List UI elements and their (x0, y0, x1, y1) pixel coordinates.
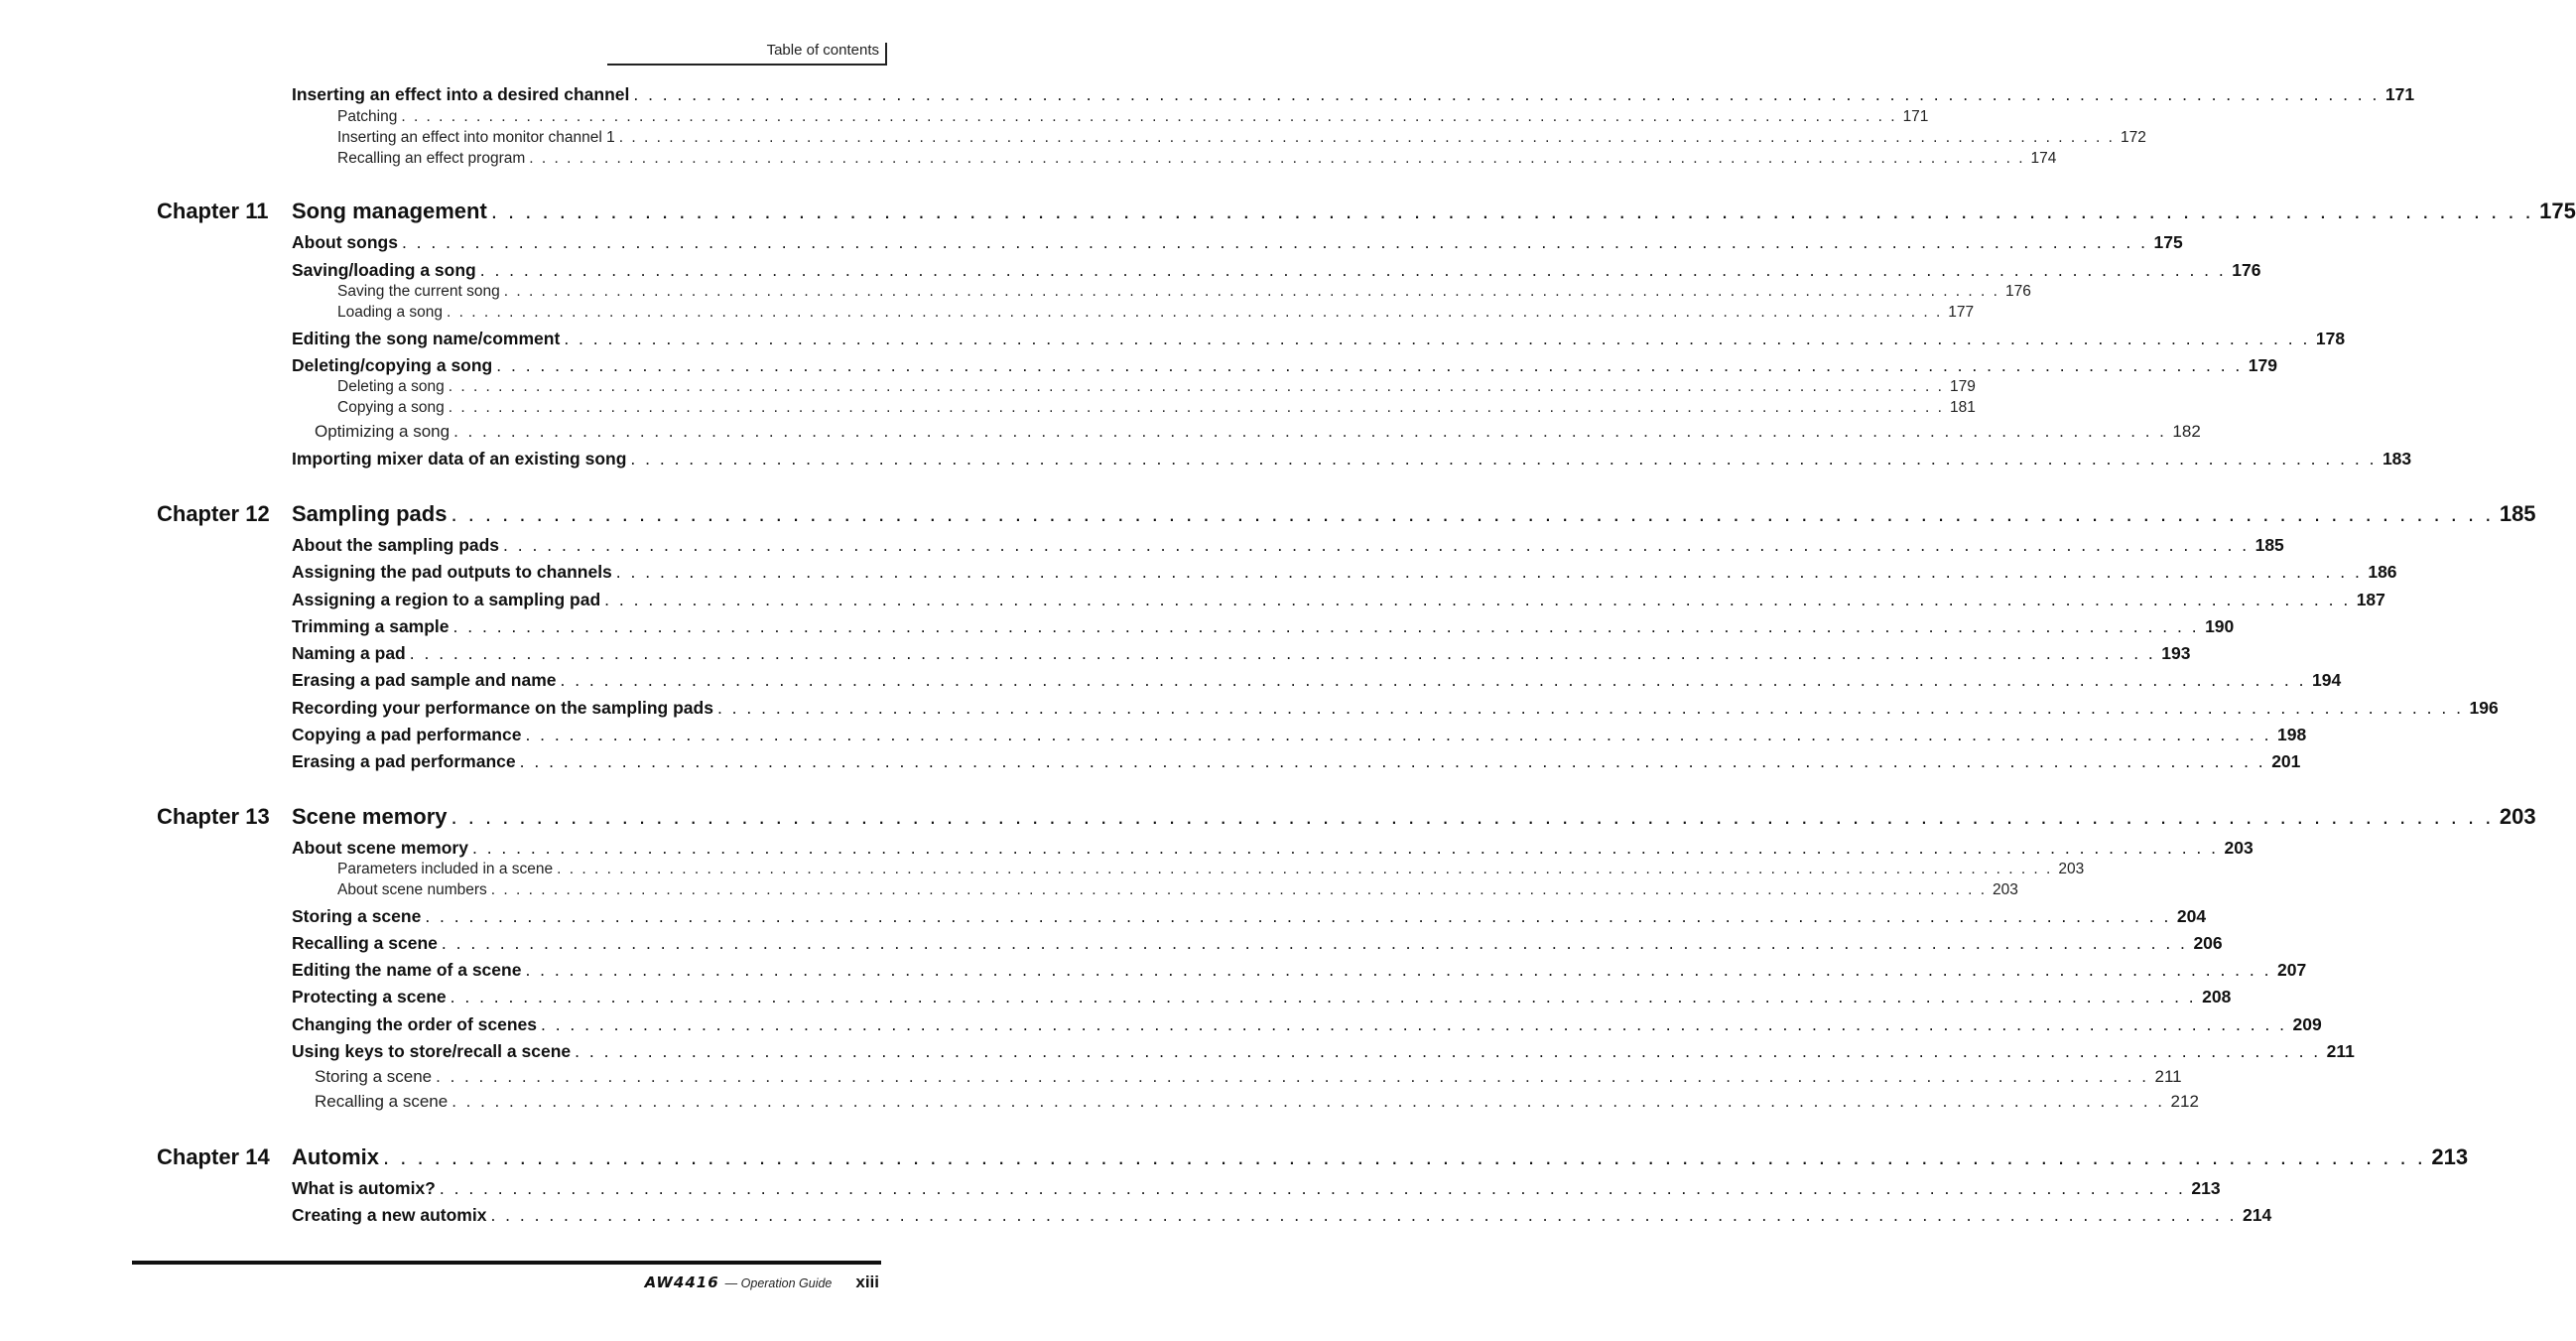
toc-entry-page: 179 (1949, 378, 1976, 395)
dot-leader: . . . . . . . . . . . . . . . . . . . . . . . . . . . . . . . . . . . . . . . . . . . . . . . . . . . . . . . . . . . . . . . . . . . . . . . . . . . . . . . . . . . . . . . . . . . . . . . . . . . . . . . . . . . . . . . . . . . . . . . . (451, 804, 2494, 829)
page-number: xiii (855, 1273, 879, 1291)
toc-entry-page: 214 (2242, 1205, 2272, 1225)
chapter-number: Chapter 11 (157, 199, 269, 223)
dot-leader: . . . . . . . . . . . . . . . . . . . . . . . . . . . . . . . . . . . . . . . . . . . . . . . . . . . . . . . . . . . . . . . . . . . . . . . . . . . . . . . . . . . . . . . . . . . . . . . . . . . . . . . . . . . . . . . . . . . . . . . . (447, 304, 1943, 321)
toc-entry[interactable] (292, 698, 2499, 719)
dot-leader: . . . . . . . . . . . . . . . . . . . . . . . . . . . . . . . . . . . . . . . . . . . . . . . . . . . . . . . . . . . . . . . . . . . . . . . . . . . . . . . . . . . . . . . . . . . . . . . . . . . . . . . . . . . . . . . . . . . . . . . . (401, 108, 1897, 125)
header-rule-tick (885, 43, 887, 66)
toc-entry-title: Importing mixer data of an existing song (292, 449, 627, 469)
toc-entry-page: 174 (2030, 150, 2057, 167)
toc-entry-page: 207 (2277, 960, 2307, 980)
toc-chapter[interactable] (157, 501, 2536, 527)
toc-entry[interactable] (292, 1014, 2322, 1035)
toc-entry[interactable] (292, 1205, 2272, 1226)
toc-entry-page: 194 (2312, 670, 2342, 690)
toc-entry-page: 212 (2170, 1092, 2199, 1111)
toc-subentry[interactable] (337, 881, 2018, 899)
toc-entry-page: 206 (2193, 933, 2223, 953)
dot-leader: . . . . . . . . . . . . . . . . . . . . . . . . . . . . . . . . . . . . . . . . . . . . . . . . . . . . . . . . . . . . . . . . . . . . . . . . . . . . . . . . . . . . . . . . . . . . . . . . . . . . . . . . . . . . . . . . . . . . . . . . (453, 422, 2167, 441)
toc-entry[interactable] (292, 590, 2385, 610)
chapter-number: Chapter 14 (157, 1144, 270, 1169)
toc-entry-title: Changing the order of scenes (292, 1014, 537, 1034)
dot-leader: . . . . . . . . . . . . . . . . . . . . . . . . . . . . . . . . . . . . . . . . . . . . . . . . . . . . . . . . . . . . . . . . . . . . . . . . . . . . . . . . . . . . . . . . . . . . . . . . . . . . . . . . . . . . . . . . . . . . . . . . (575, 1041, 2321, 1061)
toc-entry-title: Editing the name of a scene (292, 960, 522, 980)
toc-entry[interactable] (292, 838, 2254, 859)
toc-entry-page: 175 (2153, 232, 2183, 252)
toc-subentry[interactable] (337, 108, 1929, 126)
dot-leader: . . . . . . . . . . . . . . . . . . . . . . . . . . . . . . . . . . . . . . . . . . . . . . . . . . . . . . . . . . . . . . . . . . . . . . . . . . . . . . . . . . . . . . . . . . . . . . . . . . . . . . . . . . . . . . . . . . . . . . . . (490, 881, 1988, 898)
toc-entry-title: Protecting a scene (292, 987, 447, 1006)
dot-leader: . . . . . . . . . . . . . . . . . . . . . . . . . . . . . . . . . . . . . . . . . . . . . . . . . . . . . . . . . . . . . . . . . . . . . . . . . . . . . . . . . . . . . . . . . . . . . . . . . . . . . . . . . . . . . . . . . . . . . . . . (633, 84, 2380, 104)
dot-leader: . . . . . . . . . . . . . . . . . . . . . . . . . . . . . . . . . . . . . . . . . . . . . . . . . . . . . . . . . . . . . . . . . . . . . . . . . . . . . . . . . . . . . . . . . . . . . . . . . . . . . . . . . . . . . . . . . . . . . . . . (448, 399, 1944, 416)
toc-entry[interactable] (292, 1178, 2221, 1199)
toc-entry[interactable] (292, 751, 2301, 772)
dot-leader: . . . . . . . . . . . . . . . . . . . . . . . . . . . . . . . . . . . . . . . . . . . . . . . . . . . . . . . . . . . . . . . . . . . . . . . . . . . . . . . . . . . . . . . . . . . . . . . . . . . . . . . . . . . . . . . . . . . . . . . . (716, 698, 2464, 718)
toc-entry-title: About scene memory (292, 838, 468, 858)
toc-entry-page: 211 (2326, 1041, 2355, 1061)
toc-entry-title: About songs (292, 232, 398, 252)
dot-leader: . . . . . . . . . . . . . . . . . . . . . . . . . . . . . . . . . . . . . . . . . . . . . . . . . . . . . . . . . . . . . . . . . . . . . . . . . . . . . . . . . . . . . . . . . . . . . . . . . . . . . . . . . . . . . . . . . . . . . . . . (529, 150, 2025, 167)
toc-entry-title: Recalling a scene (292, 933, 438, 953)
toc-entry-title: Saving/loading a song (292, 260, 476, 280)
dot-leader: . . . . . . . . . . . . . . . . . . . . . . . . . . . . . . . . . . . . . . . . . . . . . . . . . . . . . . . . . . . . . . . . . . . . . . . . . . . . . . . . . . . . . . . . . . . . . . . . . . . . . . . . . . . . . . . . . . . . . . . . (540, 1014, 2287, 1034)
dot-leader: . . . . . . . . . . . . . . . . . . . . . . . . . . . . . . . . . . . . . . . . . . . . . . . . . . . . . . . . . . . . . . . . . . . . . . . . . . . . . . . . . . . . . . . . . . . . . . . . . . . . . . . . . . . . . . . . . . . . . . . . (471, 838, 2219, 858)
toc-entry-title: Patching (337, 108, 398, 125)
dot-leader: . . . . . . . . . . . . . . . . . . . . . . . . . . . . . . . . . . . . . . . . . . . . . . . . . . . . . . . . . . . . . . . . . . . . . . . . . . . . . . . . . . . . . . . . . . . . . . . . . . . . . . . . . . . . . . . . . . . . . . . . (618, 129, 2115, 146)
dot-leader: . . . . . . . . . . . . . . . . . . . . . . . . . . . . . . . . . . . . . . . . . . . . . . . . . . . . . . . . . . . . . . . . . . . . . . . . . . . . . . . . . . . . . . . . . . . . . . . . . . . . . . . . . . . . . . . . . . . . . . . . (448, 378, 1944, 395)
toc-entry-page: 183 (2382, 449, 2412, 469)
toc-entry-page: 209 (2292, 1014, 2322, 1034)
toc-entry-title: Parameters included in a scene (337, 861, 554, 877)
toc-entry-title: Deleting/copying a song (292, 355, 493, 375)
toc-entry-title: Copying a song (337, 399, 445, 416)
toc-entry-title: Erasing a pad sample and name (292, 670, 557, 690)
toc-entry-page: 179 (2248, 355, 2277, 375)
dot-leader: . . . . . . . . . . . . . . . . . . . . . . . . . . . . . . . . . . . . . . . . . . . . . . . . . . . . . . . . . . . . . . . . . . . . . . . . . . . . . . . . . . . . . . . . . . . . . . . . . . . . . . . . . . . . . . . . . . . . . . . . (452, 616, 2200, 636)
toc-entry-title: About scene numbers (337, 881, 487, 898)
toc-entry[interactable] (292, 906, 2207, 927)
toc-entry-page: 201 (2271, 751, 2301, 771)
toc-entry-title: Recalling an effect program (337, 150, 526, 167)
toc-subentry[interactable] (337, 378, 1976, 396)
toc-entry[interactable] (292, 643, 2191, 664)
toc-entry-title: Storing a scene (292, 906, 422, 926)
toc-chapter[interactable] (157, 804, 2536, 830)
dot-leader: . . . . . . . . . . . . . . . . . . . . . . . . . . . . . . . . . . . . . . . . . . . . . . . . . . . . . . . . . . . . . . . . . . . . . . . . . . . . . . . . . . . . . . . . . . . . . . . . . . . . . . . . . . . . . . . . . . . . . . . . (451, 1092, 2165, 1111)
toc-entry-title: About the sampling pads (292, 535, 500, 555)
dot-leader: . . . . . . . . . . . . . . . . . . . . . . . . . . . . . . . . . . . . . . . . . . . . . . . . . . . . . . . . . . . . . . . . . . . . . . . . . . . . . . . . . . . . . . . . . . . . . . . . . . . . . . . . . . . . . . . . . . . . . . . . (383, 1144, 2426, 1169)
toc-entry-title: What is automix? (292, 1178, 436, 1198)
toc-entry-title: Copying a pad performance (292, 725, 522, 744)
toc-subentry[interactable] (337, 861, 2085, 878)
dot-leader: . . . . . . . . . . . . . . . . . . . . . . . . . . . . . . . . . . . . . . . . . . . . . . . . . . . . . . . . . . . . . . . . . . . . . . . . . . . . . . . . . . . . . . . . . . . . . . . . . . . . . . . . . . . . . . . . . . . . . . . . (564, 329, 2310, 348)
dot-leader: . . . . . . . . . . . . . . . . . . . . . . . . . . . . . . . . . . . . . . . . . . . . . . . . . . . . . . . . . . . . . . . . . . . . . . . . . . . . . . . . . . . . . . . . . . . . . . . . . . . . . . . . . . . . . . . . . . . . . . . . (557, 861, 2053, 877)
toc-entry-title: Storing a scene (315, 1067, 433, 1086)
toc-entry-title: Trimming a sample (292, 616, 450, 636)
toc-entry[interactable] (292, 616, 2235, 637)
toc-entry-page: 198 (2276, 725, 2307, 744)
toc-chapter[interactable] (157, 1144, 2469, 1170)
toc-entry-title: Assigning a region to a sampling pad (292, 590, 601, 609)
toc-entry-page: 208 (2202, 987, 2232, 1006)
toc-entry-title: Creating a new automix (292, 1205, 487, 1225)
toc-entry-page: 186 (2368, 562, 2397, 582)
page-footer (645, 1273, 879, 1292)
toc-entry[interactable] (292, 562, 2397, 583)
toc-entry[interactable] (292, 449, 2412, 469)
dot-leader: . . . . . . . . . . . . . . . . . . . . . . . . . . . . . . . . . . . . . . . . . . . . . . . . . . . . . . . . . . . . . . . . . . . . . . . . . . . . . . . . . . . . . . . . . . . . . . . . . . . . . . . . . . . . . . . . . . . . . . . . (496, 355, 2243, 375)
dot-leader: . . . . . . . . . . . . . . . . . . . . . . . . . . . . . . . . . . . . . . . . . . . . . . . . . . . . . . . . . . . . . . . . . . . . . . . . . . . . . . . . . . . . . . . . . . . . . . . . . . . . . . . . . . . . . . . . . . . . . . . . (439, 1178, 2186, 1198)
dot-leader: . . . . . . . . . . . . . . . . . . . . . . . . . . . . . . . . . . . . . . . . . . . . . . . . . . . . . . . . . . . . . . . . . . . . . . . . . . . . . . . . . . . . . . . . . . . . . . . . . . . . . . . . . . . . . . . . . . . . . . . . (479, 260, 2227, 280)
toc-entry[interactable] (292, 960, 2307, 981)
toc-subentry[interactable] (315, 422, 2201, 442)
chapter-title: Sampling pads (292, 501, 448, 526)
dot-leader: . . . . . . . . . . . . . . . . . . . . . . . . . . . . . . . . . . . . . . . . . . . . . . . . . . . . . . . . . . . . . . . . . . . . . . . . . . . . . . . . . . . . . . . . . . . . . . . . . . . . . . . . . . . . . . . . . . . . . . . . (436, 1067, 2149, 1086)
toc-entry-page: 171 (2384, 84, 2415, 104)
toc-entry[interactable] (292, 329, 2346, 349)
toc-entry[interactable] (292, 260, 2261, 281)
toc-entry[interactable] (292, 355, 2277, 376)
toc-entry[interactable] (292, 933, 2223, 954)
toc-entry-page: 187 (2356, 590, 2385, 609)
chapter-number: Chapter 13 (157, 804, 270, 829)
chapter-title: Song management (292, 199, 487, 223)
toc-entry[interactable] (292, 670, 2342, 691)
toc-entry-page: 182 (2172, 422, 2201, 441)
toc-entry-page: 178 (2315, 329, 2346, 348)
toc-entry-title: Optimizing a song (315, 422, 451, 441)
toc-entry[interactable] (292, 535, 2284, 556)
toc-subentry[interactable] (337, 150, 2057, 168)
chapter-page: 203 (2499, 804, 2536, 829)
dot-leader: . . . . . . . . . . . . . . . . . . . . . . . . . . . . . . . . . . . . . . . . . . . . . . . . . . . . . . . . . . . . . . . . . . . . . . . . . . . . . . . . . . . . . . . . . . . . . . . . . . . . . . . . . . . . . . . . . . . . . . . . (409, 643, 2156, 663)
dot-leader: . . . . . . . . . . . . . . . . . . . . . . . . . . . . . . . . . . . . . . . . . . . . . . . . . . . . . . . . . . . . . . . . . . . . . . . . . . . . . . . . . . . . . . . . . . . . . . . . . . . . . . . . . . . . . . . . . . . . . . . . (503, 283, 1999, 300)
toc-entry[interactable] (292, 1041, 2355, 1062)
toc-entry-title: Loading a song (337, 304, 444, 321)
toc-entry-page: 190 (2205, 616, 2235, 636)
toc-entry-page: 203 (2058, 861, 2085, 877)
toc-chapter[interactable] (157, 199, 2576, 224)
dot-leader: . . . . . . . . . . . . . . . . . . . . . . . . . . . . . . . . . . . . . . . . . . . . . . . . . . . . . . . . . . . . . . . . . . . . . . . . . . . . . . . . . . . . . . . . . . . . . . . . . . . . . . . . . . . . . . . . . . . . . . . . (630, 449, 2377, 469)
toc-entry-page: 171 (1902, 108, 1929, 125)
dot-leader: . . . . . . . . . . . . . . . . . . . . . . . . . . . . . . . . . . . . . . . . . . . . . . . . . . . . . . . . . . . . . . . . . . . . . . . . . . . . . . . . . . . . . . . . . . . . . . . . . . . . . . . . . . . . . . . . . . . . . . . . (503, 535, 2250, 555)
dot-leader: . . . . . . . . . . . . . . . . . . . . . . . . . . . . . . . . . . . . . . . . . . . . . . . . . . . . . . . . . . . . . . . . . . . . . . . . . . . . . . . . . . . . . . . . . . . . . . . . . . . . . . . . . . . . . . . . . . . . . . . . (425, 906, 2171, 926)
chapter-page: 185 (2499, 501, 2536, 526)
toc-entry-title: Recalling a scene (315, 1092, 449, 1111)
toc-subentry[interactable] (315, 1092, 2199, 1112)
header-rule (607, 64, 887, 66)
toc-entry-page: 172 (2120, 129, 2146, 146)
toc-entry-title: Recording your performance on the sampling pads (292, 698, 713, 718)
toc-entry[interactable] (292, 987, 2232, 1007)
dot-leader: . . . . . . . . . . . . . . . . . . . . . . . . . . . . . . . . . . . . . . . . . . . . . . . . . . . . . . . . . . . . . . . . . . . . . . . . . . . . . . . . . . . . . . . . . . . . . . . . . . . . . . . . . . . . . . . . . . . . . . . . (525, 725, 2271, 744)
aw4416-logo: AW4416 (644, 1274, 719, 1291)
dot-leader: . . . . . . . . . . . . . . . . . . . . . . . . . . . . . . . . . . . . . . . . . . . . . . . . . . . . . . . . . . . . . . . . . . . . . . . . . . . . . . . . . . . . . . . . . . . . . . . . . . . . . . . . . . . . . . . . . . . . . . . . (451, 501, 2494, 526)
dot-leader: . . . . . . . . . . . . . . . . . . . . . . . . . . . . . . . . . . . . . . . . . . . . . . . . . . . . . . . . . . . . . . . . . . . . . . . . . . . . . . . . . . . . . . . . . . . . . . . . . . . . . . . . . . . . . . . . . . . . . . . . (615, 562, 2363, 582)
toc-entry-title: Editing the song name/comment (292, 329, 561, 348)
toc-subentry[interactable] (337, 304, 1975, 322)
dot-leader: . . . . . . . . . . . . . . . . . . . . . . . . . . . . . . . . . . . . . . . . . . . . . . . . . . . . . . . . . . . . . . . . . . . . . . . . . . . . . . . . . . . . . . . . . . . . . . . . . . . . . . . . . . . . . . . . . . . . . . . . (560, 670, 2307, 690)
chapter-page: 213 (2431, 1144, 2469, 1169)
chapter-title: Automix (292, 1144, 379, 1169)
toc-entry-page: 176 (2004, 283, 2031, 300)
toc-subentry[interactable] (315, 1067, 2182, 1087)
toc-subentry[interactable] (337, 399, 1976, 417)
toc-entry-title: Using keys to store/recall a scene (292, 1041, 572, 1061)
toc-entry-title: Naming a pad (292, 643, 406, 663)
footer-guide-label: — Operation Guide (724, 1276, 833, 1290)
chapter-title: Scene memory (292, 804, 448, 829)
chapter-page: 175 (2539, 199, 2576, 223)
footer-rule (132, 1261, 881, 1265)
toc-entry-title: Erasing a pad performance (292, 751, 516, 771)
toc-entry-title: Inserting an effect into a desired channel (292, 84, 630, 104)
running-header: Table of contents (766, 42, 879, 59)
toc-entry[interactable] (292, 232, 2183, 253)
toc-entry-page: 176 (2232, 260, 2261, 280)
toc-subentry[interactable] (337, 283, 2031, 301)
dot-leader: . . . . . . . . . . . . . . . . . . . . . . . . . . . . . . . . . . . . . . . . . . . . . . . . . . . . . . . . . . . . . . . . . . . . . . . . . . . . . . . . . . . . . . . . . . . . . . . . . . . . . . . . . . . . . . . . . . . . . . . . (450, 987, 2197, 1006)
dot-leader: . . . . . . . . . . . . . . . . . . . . . . . . . . . . . . . . . . . . . . . . . . . . . . . . . . . . . . . . . . . . . . . . . . . . . . . . . . . . . . . . . . . . . . . . . . . . . . . . . . . . . . . . . . . . . . . . . . . . . . . . (490, 1205, 2237, 1225)
dot-leader: . . . . . . . . . . . . . . . . . . . . . . . . . . . . . . . . . . . . . . . . . . . . . . . . . . . . . . . . . . . . . . . . . . . . . . . . . . . . . . . . . . . . . . . . . . . . . . . . . . . . . . . . . . . . . . . . . . . . . . . . (401, 232, 2148, 252)
toc-subentry[interactable] (337, 129, 2146, 147)
toc-entry-page: 177 (1948, 304, 1975, 321)
toc-entry-title: Saving the current song (337, 283, 500, 300)
dot-leader: . . . . . . . . . . . . . . . . . . . . . . . . . . . . . . . . . . . . . . . . . . . . . . . . . . . . . . . . . . . . . . . . . . . . . . . . . . . . . . . . . . . . . . . . . . . . . . . . . . . . . . . . . . . . . . . . . . . . . . . . (604, 590, 2351, 609)
toc-entry-title: Deleting a song (337, 378, 445, 395)
toc-entry-page: 204 (2176, 906, 2207, 926)
toc-entry-page: 196 (2469, 698, 2499, 718)
toc-entry[interactable] (292, 84, 2415, 105)
toc-entry-page: 213 (2191, 1178, 2221, 1198)
toc-entry[interactable] (292, 725, 2307, 745)
toc-entry-page: 193 (2161, 643, 2191, 663)
dot-leader: . . . . . . . . . . . . . . . . . . . . . . . . . . . . . . . . . . . . . . . . . . . . . . . . . . . . . . . . . . . . . . . . . . . . . . . . . . . . . . . . . . . . . . . . . . . . . . . . . . . . . . . . . . . . . . . . . . . . . . . . (519, 751, 2266, 771)
dot-leader: . . . . . . . . . . . . . . . . . . . . . . . . . . . . . . . . . . . . . . . . . . . . . . . . . . . . . . . . . . . . . . . . . . . . . . . . . . . . . . . . . . . . . . . . . . . . . . . . . . . . . . . . . . . . . . . . . . . . . . . . (525, 960, 2271, 980)
toc-entry-page: 203 (2224, 838, 2254, 858)
dot-leader: . . . . . . . . . . . . . . . . . . . . . . . . . . . . . . . . . . . . . . . . . . . . . . . . . . . . . . . . . . . . . . . . . . . . . . . . . . . . . . . . . . . . . . . . . . . . . . . . . . . . . . . . . . . . . . . . . . . . . . . . (490, 199, 2534, 223)
toc-entry-page: 203 (1993, 881, 2018, 898)
toc-entry-title: Assigning the pad outputs to channels (292, 562, 612, 582)
toc-entry-page: 181 (1949, 399, 1976, 416)
chapter-number: Chapter 12 (157, 501, 270, 526)
toc-entry-page: 185 (2254, 535, 2284, 555)
toc-entry-page: 211 (2154, 1067, 2182, 1086)
dot-leader: . . . . . . . . . . . . . . . . . . . . . . . . . . . . . . . . . . . . . . . . . . . . . . . . . . . . . . . . . . . . . . . . . . . . . . . . . . . . . . . . . . . . . . . . . . . . . . . . . . . . . . . . . . . . . . . . . . . . . . . . (441, 933, 2188, 953)
toc-entry-title: Inserting an effect into monitor channel 1 (337, 129, 615, 146)
